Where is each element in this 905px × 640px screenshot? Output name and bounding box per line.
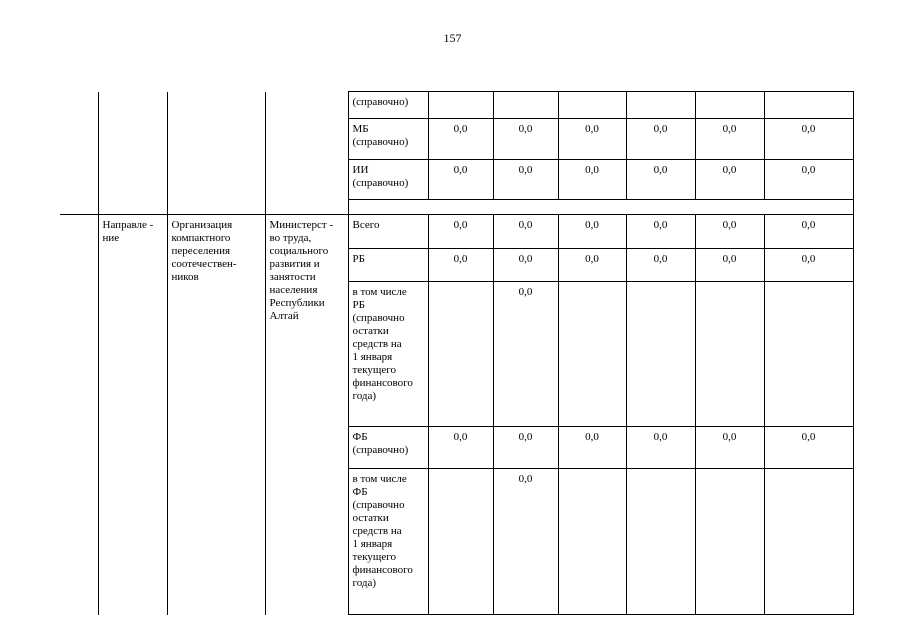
- cell-value: [428, 92, 493, 119]
- cell-value: 0,0: [626, 119, 695, 160]
- cell-value: 0,0: [428, 427, 493, 469]
- cell-value: [764, 282, 853, 427]
- cell-source: ФБ (справочно): [348, 427, 428, 469]
- gap-cell: [348, 200, 428, 215]
- gap-cell: [428, 200, 764, 215]
- cell-type: [98, 92, 167, 215]
- cell-value: 0,0: [626, 427, 695, 469]
- cell-value: 0,0: [558, 427, 626, 469]
- cell-value: [764, 469, 853, 615]
- cell-value: 0,0: [764, 427, 853, 469]
- cell-value: [626, 92, 695, 119]
- cell-value: 0,0: [428, 160, 493, 200]
- cell-value: 0,0: [493, 215, 558, 249]
- cell-executor: Министерст - во труда, социального развития и занятости населения Республики Алтай: [265, 215, 348, 615]
- cell-value: 0,0: [626, 160, 695, 200]
- cell-value: [695, 469, 764, 615]
- cell-value: 0,0: [764, 119, 853, 160]
- cell-value: 0,0: [558, 249, 626, 282]
- cell-value: 0,0: [493, 249, 558, 282]
- budget-table: [60, 91, 854, 615]
- cell-source: (справочно): [348, 92, 428, 119]
- cell-value: 0,0: [493, 119, 558, 160]
- cell-value: 0,0: [695, 215, 764, 249]
- cell-value: 0,0: [493, 282, 558, 427]
- cell-index: [60, 92, 98, 215]
- cell-value: 0,0: [428, 215, 493, 249]
- cell-value: 0,0: [428, 119, 493, 160]
- cell-executor: [265, 92, 348, 215]
- cell-value: 0,0: [493, 160, 558, 200]
- cell-value: [764, 92, 853, 119]
- cell-value: 0,0: [695, 427, 764, 469]
- cell-value: [626, 282, 695, 427]
- cell-value: 0,0: [764, 160, 853, 200]
- cell-source: в том числе ФБ (справочно остатки средств на 1 января текущего финансового года): [348, 469, 428, 615]
- cell-value: 0,0: [428, 249, 493, 282]
- cell-value: 0,0: [695, 119, 764, 160]
- cell-type: Направле - ние: [98, 215, 167, 615]
- cell-value: 0,0: [493, 427, 558, 469]
- cell-source: МБ (справочно): [348, 119, 428, 160]
- cell-value: 0,0: [558, 160, 626, 200]
- cell-value: [695, 92, 764, 119]
- cell-index: [60, 215, 98, 615]
- cell-source: РБ: [348, 249, 428, 282]
- cell-name: Организация компактного переселения соотечествен- ников: [167, 215, 265, 615]
- cell-value: 0,0: [764, 249, 853, 282]
- cell-value: 0,0: [558, 215, 626, 249]
- cell-value: [626, 469, 695, 615]
- cell-value: 0,0: [695, 160, 764, 200]
- cell-source: в том числе РБ (справочно остатки средств на 1 января текущего финансового года): [348, 282, 428, 427]
- cell-value: [493, 92, 558, 119]
- cell-source: Всего: [348, 215, 428, 249]
- cell-value: [428, 469, 493, 615]
- cell-value: [558, 282, 626, 427]
- cell-value: 0,0: [493, 469, 558, 615]
- cell-value: [428, 282, 493, 427]
- table-row: [60, 215, 853, 249]
- cell-source: ИИ (справочно): [348, 160, 428, 200]
- cell-value: [558, 469, 626, 615]
- cell-name: [167, 92, 265, 215]
- cell-value: [695, 282, 764, 427]
- cell-value: 0,0: [558, 119, 626, 160]
- table-row: [60, 92, 853, 119]
- table-body: [60, 92, 853, 615]
- page-number: 157: [443, 31, 462, 45]
- cell-value: 0,0: [626, 215, 695, 249]
- cell-value: 0,0: [626, 249, 695, 282]
- cell-value: [558, 92, 626, 119]
- gap-cell: [764, 200, 853, 215]
- cell-value: 0,0: [764, 215, 853, 249]
- cell-value: 0,0: [695, 249, 764, 282]
